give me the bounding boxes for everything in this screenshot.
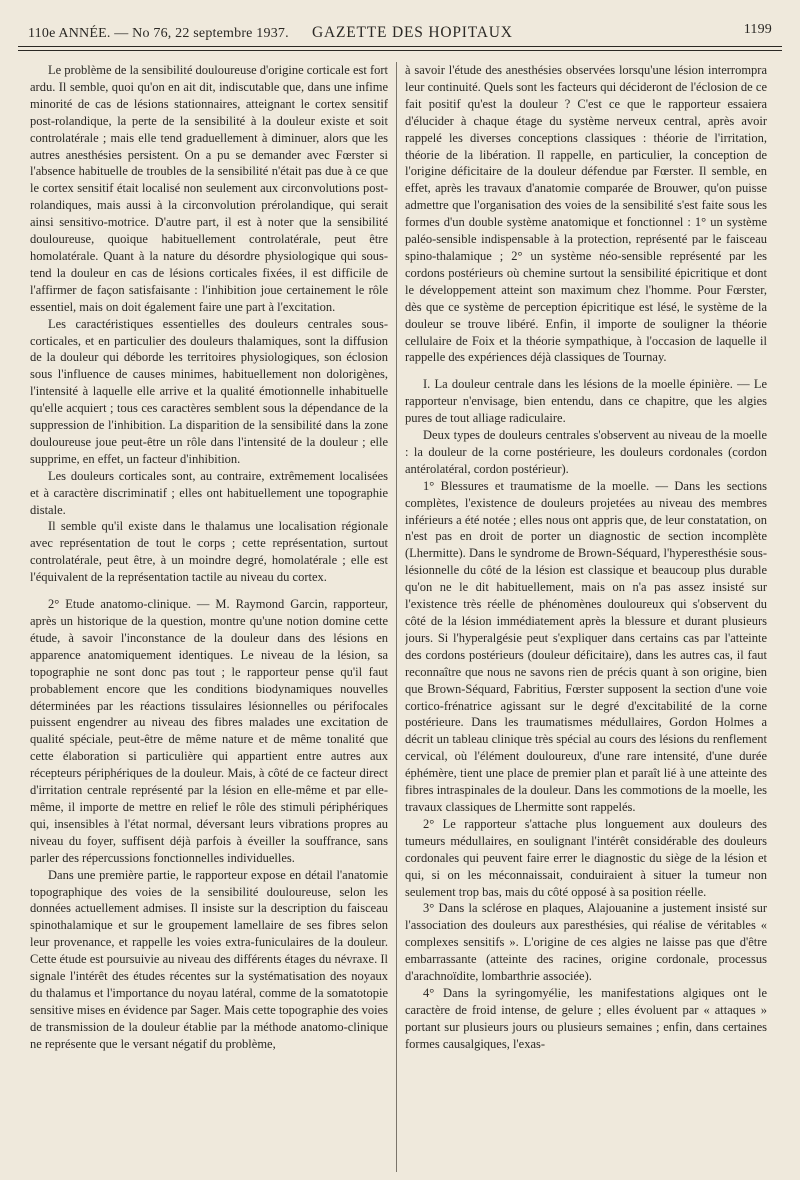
section-paragraph: 2° Etude anatomo-clinique. — M. Raymond Garcin, rapporteur, après un historique de la question, montre qu'une notion domine cette étude, à savoir l'inconstance de la douleur dans des lésions en apparence anatomiquement identiques. Le niveau de la lésion, sa topographie ne sont donc pas tout ; le rapporteur pense qu'il faut probablement encore que les conditions biodynamiques nouvelles déterminées par les réactions tissulaires lésionnelles ou périfocales puissent engendrer au niveau des fibres malades une excitation de qualité spéciale, peut-être de même nature et de même tonalité que cette élaboration si particulière qui appartient entre autres aux récepteurs périphériques de la douleur. Mais, à côté de ce facteur direct d'irritation centrale représenté par la lésion en elle-même et par elle-même, il importe de mettre en relief le rôle des stimuli périphériques qui, insensibles à l'état normal, déversant leurs vibrations propres au niveau du foyer, suffisent déjà parfois à éveiller la souffrance, sans parler des répercussions fonctionnelles individuelles. [30, 597, 388, 865]
edition-line: 110e ANNÉE. — No 76, 22 septembre 1937. [28, 26, 289, 41]
section-paragraph: I. La douleur centrale dans les lésions de la moelle épinière. — Le rapporteur n'envisage, bien entendu, dans ce chapitre, que les algies pures de tout alliage radiculaire. [405, 377, 767, 426]
paragraph: 3° Dans la sclérose en plaques, Alajouanine a justement insisté sur l'association des douleurs aux paresthésies, qui réalise de véritables « complexes sensitifs ». L'origine de ces algies ne laisse pas que d'être embarrassante (atteinte des racines, origine cordonale, processus d'arachnoïdite, lombarthrie associée). [405, 901, 767, 984]
paragraph: à savoir l'étude des anesthésies observées lorsqu'une lésion interrompra leur continuité. Quels sont les facteurs qui décideront de l'éclosion de ce fait positif qu'est la douleur ? C'est ce que le rapporteur essaiera d'élucider à chaque étage du système nerveux central, après avoir rappelé les diverses conceptions classiques : théorie de l'irritation, théorie de la libération. Il rappelle, en particulier, la conception de l'origine déficitaire de la douleur défendue par Fœrster. Il semble, en effet, après les travaux d'anatomie comparée de Brouwer, qu'on puisse admettre que l'organisation des voies de la sensibilité s'est faite sous les formes d'un double système anatomique et fonctionnel : 1° un système paléo-sensible indispensable à la protection, représenté par le faisceau spino-thalamique ; 2° un système néo-sensible représenté par les cordons postérieurs où chemine surtout la sensibilité épicritique et dont le développement atteint son maximum chez l'homme. Pour Fœrster, dès que ce système de perception épicritique est lésé, le système de la douleur se trouve libéré. Enfin, il importe de souligner la théorie cellulaire de Foix et la théorie sympathique, à l'occasion de laquelle il rappelle des expériences déjà classiques de Tournay. [405, 63, 767, 365]
page-number: 1199 [743, 22, 772, 37]
paragraph: Les caractéristiques essentielles des douleurs centrales sous-corticales, et en particulier des douleurs thalamiques, sont la diffusion de la douleur qui déborde les territoires physiologiques, son éclosion sous l'influence de causes minimes, habituellement non dolorigènes, l'intensité à laquelle elle arrive et la qualité émotionnelle inhabituelle qu'elle acquiert ; tous ces caractères semblent sous la dépendance de la suppression de l'inhibition. La disparition de la sensibilité dans la zone douloureuse joue peut-être un rôle dans l'intensité de la douleur ; elle supprime, en effet, un facteur d'inhibition. [30, 316, 388, 466]
paragraph: 4° Dans la syringomyélie, les manifestations algiques ont le caractère de froid intense, de gelure ; elles évoluent par « attaques » portant sur plusieurs jours ou plusieurs semaines ; enfin, dans certaines formes causalgiques, l'exas- [405, 985, 767, 1051]
header-rule-thin [18, 50, 782, 51]
paragraph: Dans une première partie, le rapporteur expose en détail l'anatomie topographique des voies de la sensibilité douloureuse, selon les données actuellement admises. Il insiste sur la description du faisceau spinothalamique et sur le groupement lamellaire de ses fibres selon leur provenance, et rappelle les voies extra-funiculaires de la douleur. Cette étude est poursuivie au niveau des différents étages du névraxe. Il signale l'intérêt des études récentes sur la systématisation des noyaux du thalamus et l'importance du noyau latéral, comme de la somatotopie sensitive mises en évidence par Sager. Mais cette topographie des voies de transmission de la douleur établie par la méthode anatomo-clinique ne représente que le versant négatif du problème, [30, 867, 388, 1051]
paragraph: 1° Blessures et traumatisme de la moelle. — Dans les sections complètes, l'existence de douleurs projetées au niveau des membres inférieurs a été notée ; elles nous ont appris que, de leur constatation, on n'est pas en droit de porter un diagnostic de section incomplète (Lhermitte). Dans le syndrome de Brown-Séquard, l'hyperesthésie sous-lésionnelle du côté de la lésion est classique et beaucoup plus durable qu'on ne le dit habituellement, mais on n'a pas assez insisté sur l'existence très réelle de phénomènes douloureux qui s'observent du côté de la lésion immédiatement après la blessure et durant plusieurs jours. Si l'hyperalgésie peut s'expliquer dans certains cas par l'atteinte des cordons postérieurs (douleur déficitaire), dans les autres cas, il faut reconnaître que nous ne savons rien de précis quant à son origine, bien que Brown-Séquard, Fabritius, Fœrster supposent la section d'une voie cortico-frénatrice agissant sur le degré d'excitabilité de la corne postérieure. Dans les traumatismes médullaires, Gordon Holmes a décrit un tableau clinique très spécial au cours des lésions du renflement cervical, où l'élément douloureux, d'une rare intensité, d'une durée éphémère, tient une place de premier plan et paraît lié à une atteinte des fibres intraspinales de la douleur. Dans les commotions de la moelle, les travaux classiques de Lhermitte sont rappelés. [405, 478, 767, 814]
page-header [28, 22, 772, 46]
paragraph: Le problème de la sensibilité douloureuse d'origine corticale est fort ardu. Il semble, quoi qu'on en ait dit, indiscutable que, dans une infime minorité de cas de lésions stationnaires, atteignant le cortex sensitif post-rolandique, la perte de la sensibilité à la douleur existe et soit controlatérale ; mais elle tend graduellement à diminuer, alors que les autres anesthésies persistent. On a pu se demander avec Fœrster si l'absence habituelle de troubles de la sensibilité n'était pas due à ce que le cortex sensitif était localisé non seulement aux circonvolutions post-rolandiques, mais aussi à la circonvolution prérolandique, qui serait ainsi sensitivo-motrice. D'autre part, il est à noter que la sensibilité douloureuse, quoique habituellement controlatérale, peut être homolatérale. Quant à la nature du désordre physiologique qui sous-tend la douleur en cas de lésions corticales fixées, il est difficile de l'affirmer de façon satisfaisante : l'inhibition joue certainement le rôle essentiel, mais on doit également faire une part à l'excitation. [30, 63, 388, 314]
left-column [30, 62, 388, 1172]
paragraph: Deux types de douleurs centrales s'observent au niveau de la moelle : la douleur de la corne postérieure, les douleurs cordonales (cordon antérolatéral, cordon postérieur). [405, 428, 767, 476]
paragraph: Il semble qu'il existe dans le thalamus une localisation régionale avec représentation de tout le corps ; cette représentation, surtout controlatérale, peut être, à un moindre degré, homolatérale ; elle est l'équivalent de la représentation tactile au niveau du cortex. [30, 519, 388, 585]
paragraph: 2° Le rapporteur s'attache plus longuement aux douleurs des tumeurs médullaires, en soulignant l'intérêt considérable des douleurs cordonales qui peuvent faire errer le diagnostic du siège de la lésion et qui, si on les méconnaissait, conduiraient à situer la tumeur non seulement trop bas, mais du côté opposé à sa position réelle. [405, 816, 767, 899]
right-column [405, 62, 767, 1172]
column-divider [396, 62, 397, 1172]
paragraph: Les douleurs corticales sont, au contraire, extrêmement localisées et à caractère discriminatif ; elles ont habituellement une topographie distale. [30, 468, 388, 517]
header-rule [18, 46, 782, 47]
journal-title: GAZETTE DES HOPITAUX [312, 24, 513, 41]
